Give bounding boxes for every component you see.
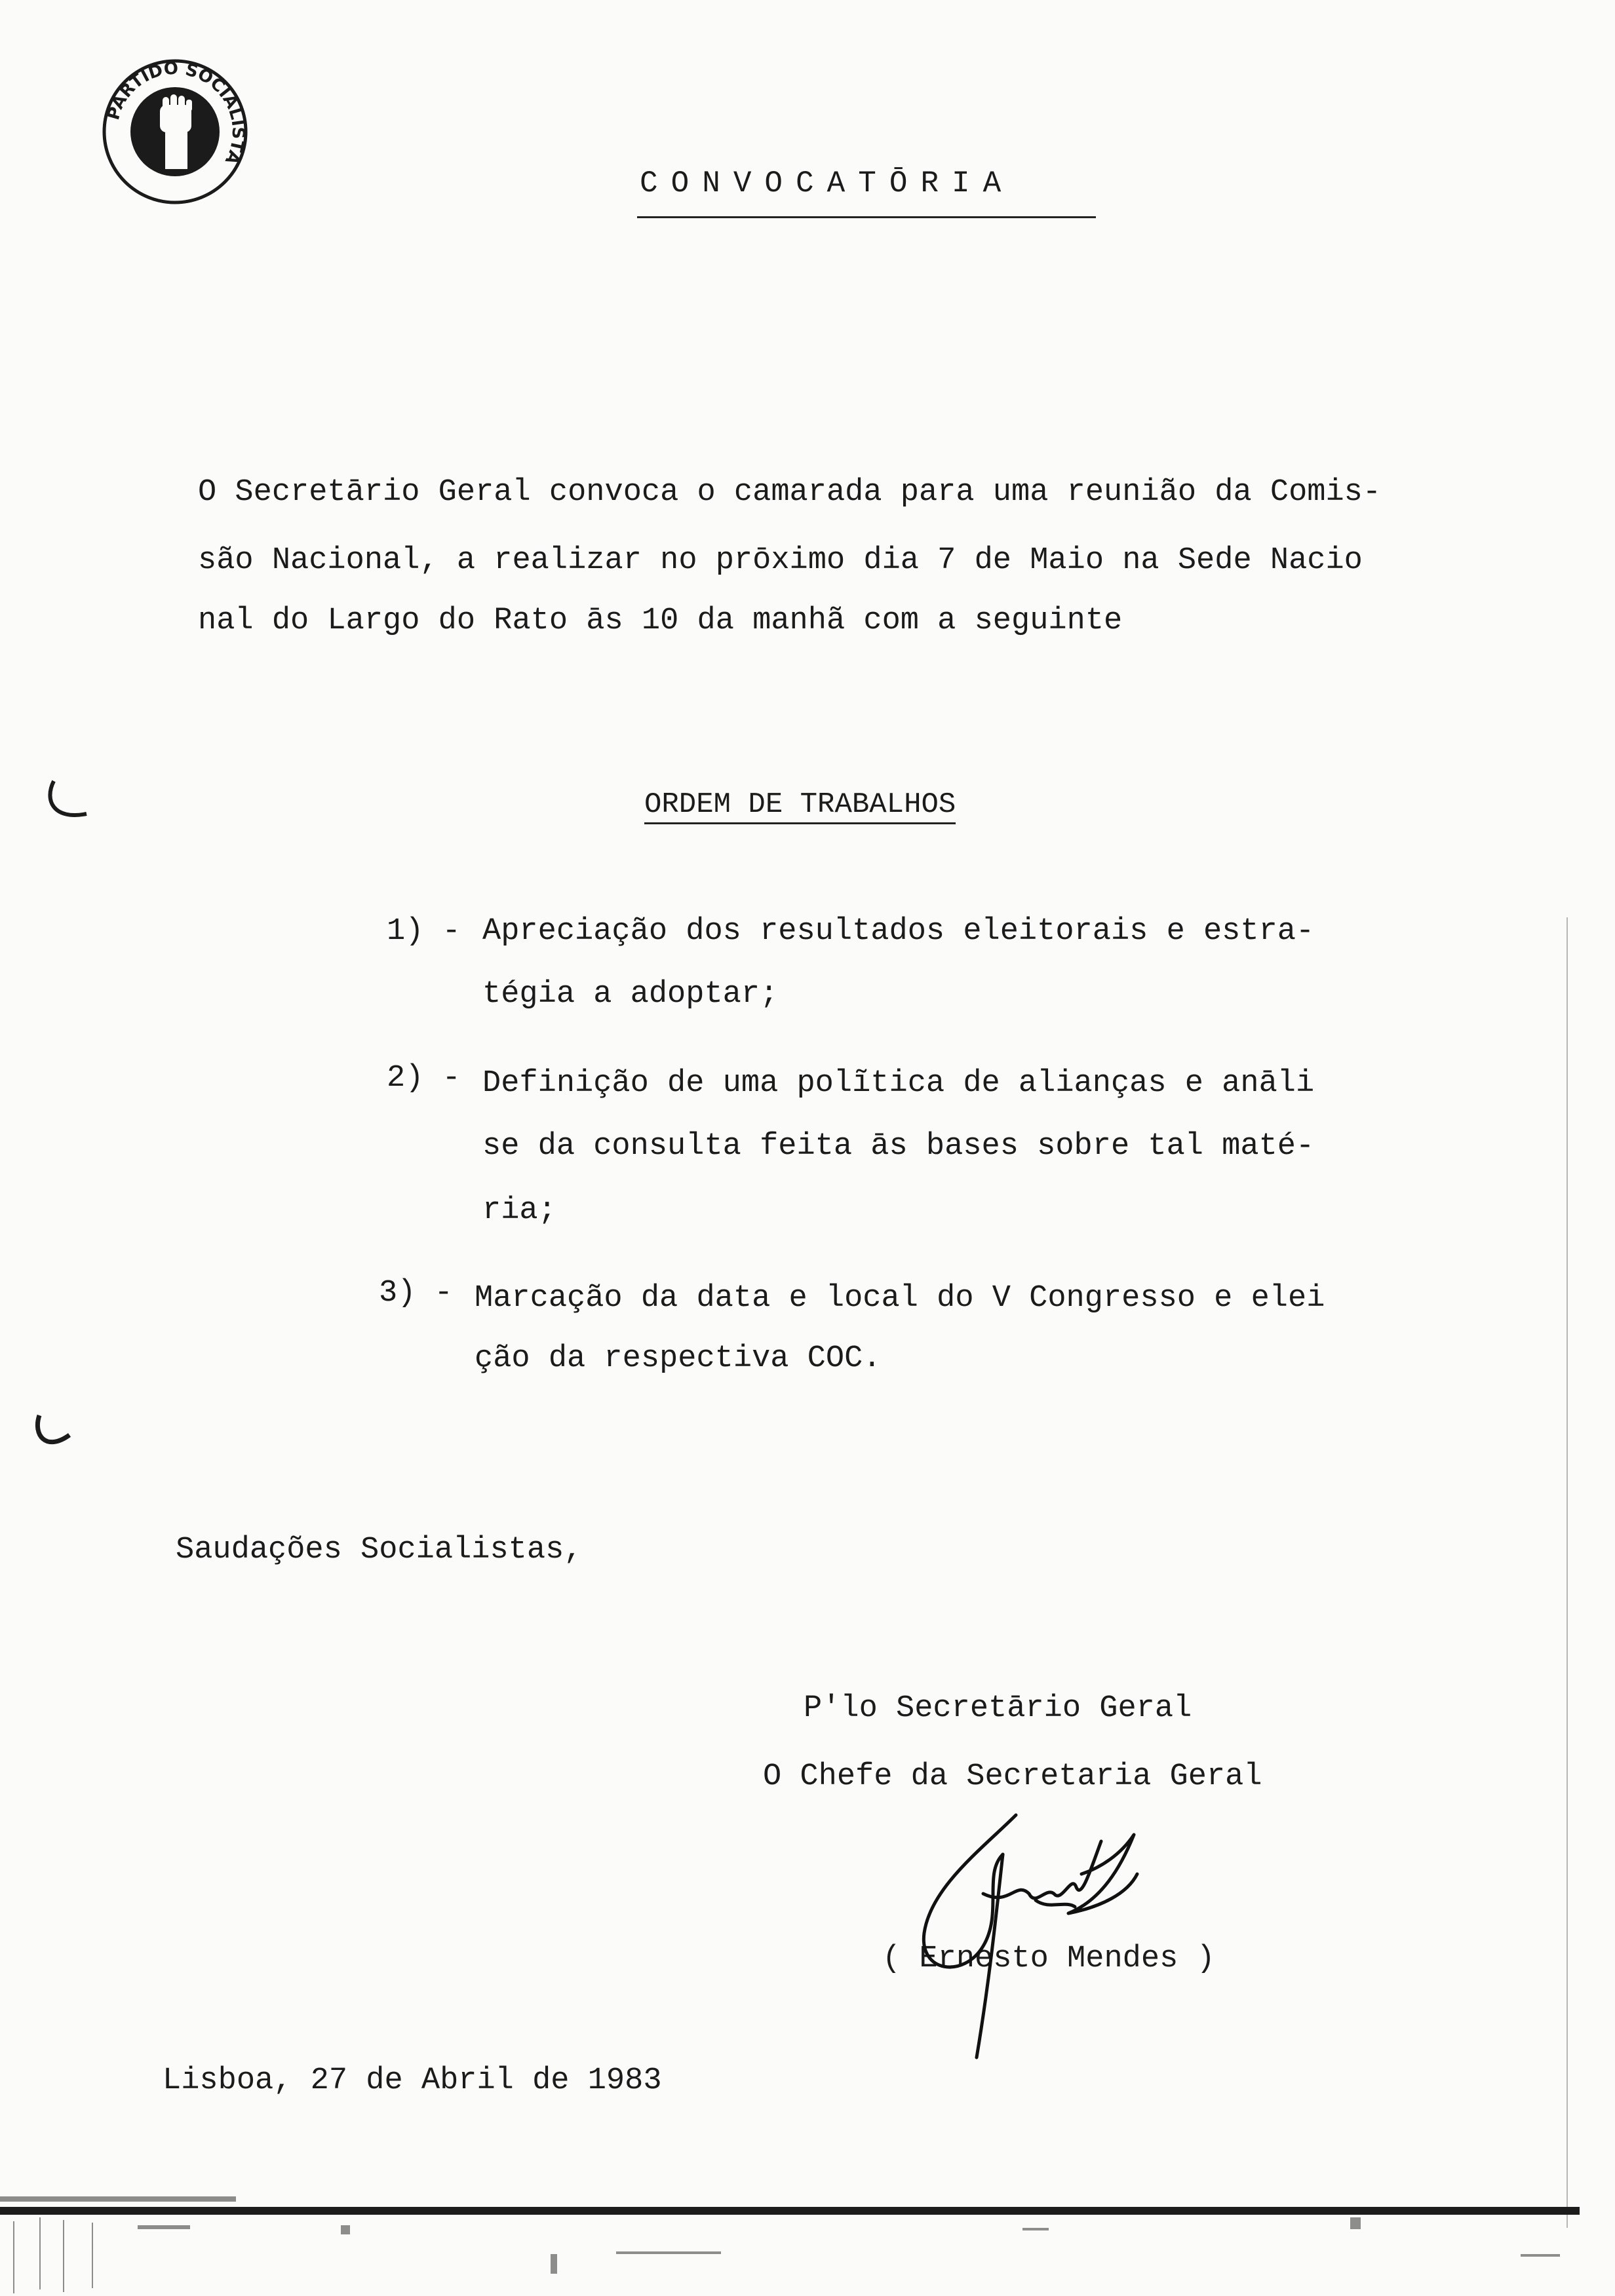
agenda-item-1-line-2: tégia a adoptar; <box>482 977 779 1012</box>
greeting: Saudações Socialistas, <box>176 1533 583 1567</box>
scan-edge-line <box>1566 917 1568 2228</box>
agenda-item-3-line-2: ção da respectiva COC. <box>475 1341 882 1376</box>
agenda-item-2-line-3: ria; <box>482 1193 556 1228</box>
hole-punch-mark-upper <box>41 775 97 831</box>
signature-line-1: P'lo Secretārio Geral <box>804 1691 1192 1726</box>
agenda-item-2-number: 2) - <box>387 1061 461 1096</box>
signatory-name: ( Ernesto Mendes ) <box>882 1942 1215 1976</box>
agenda-item-1-number: 1) - <box>387 914 461 949</box>
hole-punch-mark-lower <box>26 1409 79 1461</box>
intro-line-2: são Nacional, a realizar no prōximo dia 7 de Maio na Sede Nacio <box>198 543 1363 578</box>
agenda-item-3-line-1: Marcação da data e local do V Congresso e elei <box>475 1281 1325 1316</box>
intro-line-3: nal do Largo do Rato ās 10 da manhã com a seguinte <box>198 603 1123 638</box>
title-underline <box>637 216 1096 218</box>
signature-line-2: O Chefe da Secretaria Geral <box>763 1759 1262 1794</box>
party-logo <box>100 56 250 207</box>
intro-line-1: O Secretārio Geral convoca o camarada para uma reunião da Comis- <box>198 475 1382 510</box>
agenda-item-1-line-1: Apreciação dos resultados eleitorais e estra- <box>482 914 1315 949</box>
agenda-item-3-number: 3) - <box>379 1276 453 1311</box>
scan-bottom-noise <box>0 2189 1580 2296</box>
agenda-item-2-line-2: se da consulta feita ās bases sobre tal maté- <box>482 1129 1315 1164</box>
logo-ring-text: PARTIDO SOCIALISTA <box>104 58 248 168</box>
handwritten-signature <box>905 1795 1154 2071</box>
agenda-heading: ORDEM DE TRABALHOS <box>644 788 956 824</box>
document-title: CONVOCATŌRIA <box>640 166 1015 201</box>
agenda-item-2-line-1: Definição de uma polĩtica de alianças e anāli <box>482 1066 1315 1101</box>
place-date: Lisboa, 27 de Abril de 1983 <box>163 2063 662 2098</box>
scan-bottom-bar <box>0 2207 1580 2215</box>
